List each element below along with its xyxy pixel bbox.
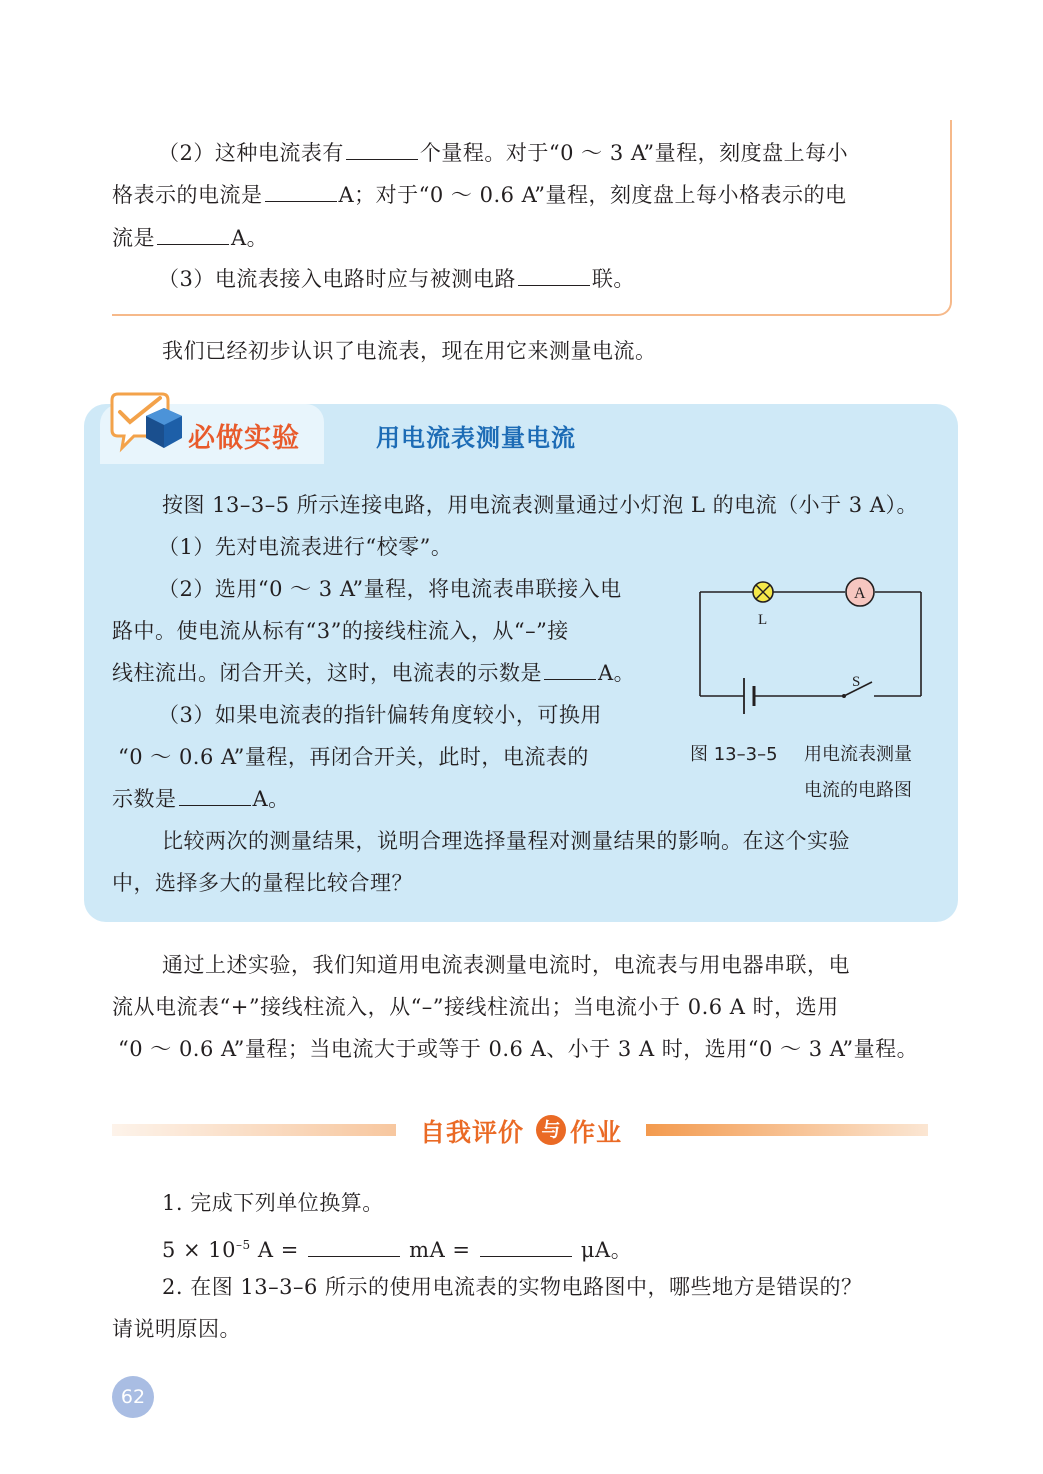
text: 示数是: [112, 787, 177, 811]
text: 流是: [112, 226, 155, 250]
text: A。: [231, 226, 269, 250]
section-bar-left: [112, 1124, 396, 1136]
experiment-step-1: （1）先对电流表进行“校零”。: [158, 535, 453, 559]
lamp-label: L: [758, 612, 768, 628]
answer-blank[interactable]: [265, 181, 337, 202]
text: 线柱流出。闭合开关，这时，电流表的示数是: [112, 661, 542, 685]
circuit-diagram: [690, 570, 930, 730]
text: A；对于“0 ～ 0.6 A”量程，刻度盘上每小格表示的电: [338, 183, 847, 207]
answer-blank[interactable]: [346, 139, 418, 160]
answer-blank[interactable]: [179, 785, 251, 806]
question-2-line-3: [112, 223, 268, 253]
text: 联。: [591, 267, 635, 291]
experiment-step-3-line-2: “0 ～ 0.6 A”量程，再闭合开关，此时，电流表的: [118, 745, 589, 769]
section-title-right: 作业: [570, 1118, 623, 1147]
figure-caption-number: 图 13–3–5: [690, 744, 778, 765]
text: μA。: [580, 1238, 633, 1262]
conclusion-line-3: “0 ～ 0.6 A”量程；当电流大于或等于 0.6 A、小于 3 A 时，选用“0 ～ 3 A”量程。: [118, 1037, 919, 1061]
text: （2）这种电流表有: [158, 141, 344, 165]
question-3-line: [158, 264, 635, 294]
section-title-connector: 与: [536, 1115, 566, 1145]
conclusion-line-2: 流从电流表“+”接线柱流入，从“–”接线柱流出；当电流小于 0.6 A 时，选用: [112, 995, 839, 1019]
answer-blank[interactable]: [518, 265, 590, 286]
conclusion-line-1: 通过上述实验，我们知道用电流表测量电流时，电流表与用电器串联，电: [162, 953, 850, 977]
answer-blank[interactable]: [308, 1236, 400, 1257]
experiment-step-2-line-1: （2）选用“0 ～ 3 A”量程，将电流表串联接入电: [158, 577, 622, 601]
lamp-symbol: [753, 582, 773, 602]
experiment-step-2-line-2: 路中。使电流从标有“3”的接线柱流入，从“–”接: [112, 619, 569, 643]
text: A。: [598, 661, 636, 685]
answer-blank[interactable]: [480, 1236, 572, 1257]
section-bar-right: [646, 1124, 928, 1136]
page-number: 62: [112, 1376, 154, 1418]
experiment-badge-icon: [104, 390, 188, 456]
exercise-1: 1. 完成下列单位换算。: [162, 1191, 384, 1215]
exponent: –5: [236, 1238, 251, 1252]
text: mA =: [409, 1238, 471, 1262]
experiment-step-2-line-3: [112, 658, 635, 688]
exercise-2-line-2: 请说明原因。: [112, 1317, 241, 1341]
text: 个量程。对于“0 ～ 3 A”量程，刻度盘上每小: [419, 141, 849, 165]
experiment-line-1: 按图 13–3–5 所示连接电路，用电流表测量通过小灯泡 L 的电流（小于 3 A）。: [162, 493, 918, 517]
experiment-badge-label: 必做实验: [188, 423, 300, 454]
text: 5 × 10: [162, 1238, 237, 1262]
ammeter-label: A: [854, 585, 866, 602]
experiment-step-3-line-3: [112, 784, 290, 814]
experiment-step-3-line-1: （3）如果电流表的指针偏转角度较小，可换用: [158, 703, 602, 727]
answer-blank[interactable]: [544, 659, 596, 680]
experiment-question-line-1: 比较两次的测量结果，说明合理选择量程对测量结果的影响。在这个实验: [162, 829, 850, 853]
text: A。: [252, 787, 290, 811]
figure-caption-line-1: 用电流表测量: [804, 744, 912, 765]
question-2-line-2: [112, 180, 847, 210]
exercise-2-line-1: 2. 在图 13–3–6 所示的使用电流表的实物电路图中，哪些地方是错误的？: [162, 1275, 863, 1299]
figure-caption-line-2: 电流的电路图: [804, 780, 912, 801]
exercise-1-expression: [162, 1230, 632, 1265]
text: （3）电流表接入电路时应与被测电路: [158, 267, 516, 291]
text: A =: [250, 1238, 299, 1262]
intro-paragraph: 我们已经初步认识了电流表，现在用它来测量电流。: [162, 339, 657, 363]
switch-label: S: [852, 674, 861, 690]
question-2-line-1: [158, 138, 848, 168]
text: 格表示的电流是: [112, 183, 263, 207]
section-title-left: 自我评价: [420, 1118, 525, 1147]
answer-blank[interactable]: [157, 224, 229, 245]
experiment-title: 用电流表测量电流: [376, 424, 576, 452]
experiment-question-line-2: 中，选择多大的量程比较合理？: [112, 871, 413, 895]
